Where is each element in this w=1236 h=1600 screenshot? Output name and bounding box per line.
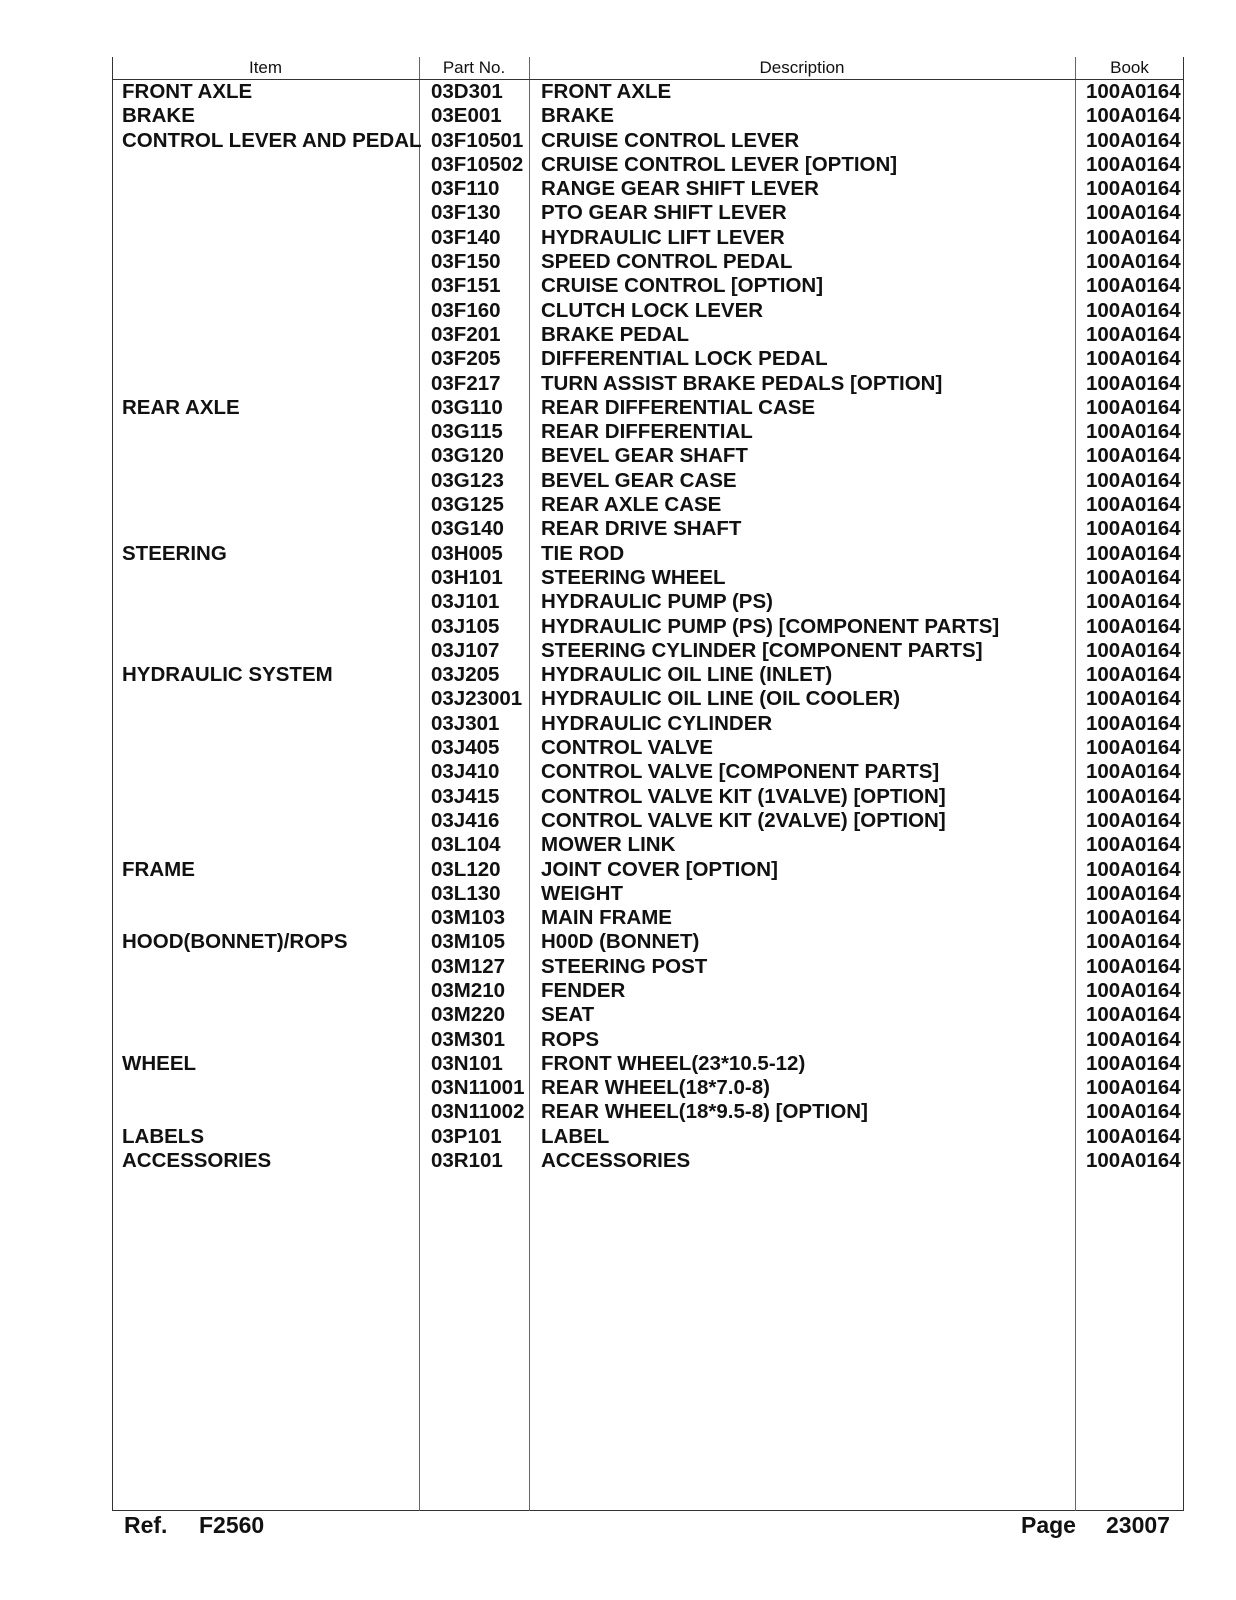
row-book: 100A0164	[1086, 954, 1181, 978]
row-item: FRONT AXLE	[122, 80, 253, 103]
table-row	[0, 1148, 1236, 1172]
table-row	[0, 176, 1236, 200]
row-book: 100A0164	[1086, 420, 1181, 444]
row-part-no: 03G140	[431, 517, 504, 541]
row-description: HYDRAULIC OIL LINE (INLET)	[541, 663, 833, 687]
row-book: 100A0164	[1086, 493, 1181, 517]
row-description: JOINT COVER [OPTION]	[541, 857, 778, 881]
table-row	[0, 79, 1236, 103]
row-part-no: 03L104	[431, 833, 501, 857]
row-description: REAR AXLE CASE	[541, 493, 722, 517]
table-row	[0, 200, 1236, 224]
row-part-no: 03P101	[431, 1124, 502, 1148]
row-book: 100A0164	[1086, 322, 1181, 346]
table-row	[0, 103, 1236, 127]
table-row	[0, 492, 1236, 516]
row-book: 100A0164	[1086, 541, 1181, 565]
row-book: 100A0164	[1086, 906, 1181, 930]
row-part-no: 03J416	[431, 808, 500, 832]
row-book: 100A0164	[1086, 808, 1181, 832]
row-part-no: 03G110	[431, 395, 503, 419]
row-book: 100A0164	[1086, 760, 1181, 784]
footer-page-label: Page	[1021, 1512, 1076, 1538]
row-part-no: 03G115	[431, 420, 503, 444]
row-item: STEERING	[122, 541, 227, 565]
table-row	[0, 662, 1236, 686]
row-part-no: 03N101	[431, 1051, 503, 1075]
row-description: REAR WHEEL(18*7.0-8)	[541, 1076, 770, 1100]
row-part-no: 03J410	[431, 760, 500, 784]
row-part-no: 03F110	[431, 177, 500, 201]
row-description: CONTROL VALVE KIT (2VALVE) [OPTION]	[541, 808, 946, 832]
row-book: 100A0164	[1086, 128, 1181, 152]
table-row	[0, 225, 1236, 249]
table-row	[0, 443, 1236, 467]
row-item: CONTROL LEVER AND PEDAL	[122, 128, 422, 152]
row-part-no: 03F217	[431, 371, 501, 395]
row-book: 100A0164	[1086, 274, 1181, 298]
row-book: 100A0164	[1086, 614, 1181, 638]
table-row	[0, 881, 1236, 905]
table-row	[0, 832, 1236, 856]
row-description: HYDRAULIC PUMP (PS) [COMPONENT PARTS]	[541, 614, 1000, 638]
header-description: Description	[759, 58, 845, 77]
table-row	[0, 152, 1236, 176]
row-description: H00D (BONNET)	[541, 930, 700, 954]
row-book: 100A0164	[1086, 347, 1181, 371]
row-book: 100A0164	[1086, 1076, 1181, 1100]
row-description: CLUTCH LOCK LEVER	[541, 298, 764, 322]
row-description: CRUISE CONTROL LEVER	[541, 128, 800, 152]
table-row	[0, 273, 1236, 297]
row-description: SEAT	[541, 1003, 595, 1027]
row-part-no: 03F130	[431, 201, 501, 225]
table-row	[0, 1099, 1236, 1123]
table-row	[0, 954, 1236, 978]
table-row	[0, 419, 1236, 443]
row-part-no: 03M301	[431, 1027, 506, 1051]
table-row	[0, 346, 1236, 370]
table-row	[0, 978, 1236, 1002]
row-part-no: 03J205	[431, 663, 500, 687]
row-part-no: 03F10502	[431, 152, 524, 176]
row-description: HYDRAULIC LIFT LEVER	[541, 225, 785, 249]
row-part-no: 03D301	[431, 80, 503, 103]
row-book: 100A0164	[1086, 225, 1181, 249]
row-description: ACCESSORIES	[541, 1149, 691, 1173]
row-description: MOWER LINK	[541, 833, 676, 857]
table-row	[0, 322, 1236, 346]
row-description: BRAKE	[541, 104, 614, 128]
row-part-no: 03F160	[431, 298, 501, 322]
row-part-no: 03R101	[431, 1149, 503, 1173]
row-book: 100A0164	[1086, 1051, 1181, 1075]
row-book: 100A0164	[1086, 1003, 1181, 1027]
row-book: 100A0164	[1086, 930, 1181, 954]
row-part-no: 03G123	[431, 468, 504, 492]
header-part-no: Part No.	[442, 58, 506, 77]
row-book: 100A0164	[1086, 80, 1181, 103]
row-description: TIE ROD	[541, 541, 625, 565]
table-row	[0, 468, 1236, 492]
parts-table-body	[0, 79, 1236, 1172]
table-row	[0, 516, 1236, 540]
row-book: 100A0164	[1086, 857, 1181, 881]
table-row	[0, 614, 1236, 638]
row-part-no: 03J101	[431, 590, 500, 614]
row-item: REAR AXLE	[122, 395, 240, 419]
row-description: SPEED CONTROL PEDAL	[541, 250, 793, 274]
table-row	[0, 808, 1236, 832]
row-part-no: 03M103	[431, 906, 506, 930]
row-book: 100A0164	[1086, 152, 1181, 176]
row-description: CRUISE CONTROL LEVER [OPTION]	[541, 152, 898, 176]
row-book: 100A0164	[1086, 687, 1181, 711]
row-part-no: 03F151	[431, 274, 501, 298]
row-part-no: 03N11002	[431, 1100, 525, 1124]
row-description: REAR DIFFERENTIAL	[541, 420, 753, 444]
row-item: ACCESSORIES	[122, 1149, 272, 1173]
row-description: BRAKE PEDAL	[541, 322, 690, 346]
row-part-no: 03J405	[431, 736, 500, 760]
header-item: Item	[248, 58, 283, 77]
row-description: BEVEL GEAR SHAFT	[541, 444, 748, 468]
row-item: LABELS	[122, 1124, 204, 1148]
row-book: 100A0164	[1086, 1124, 1181, 1148]
row-part-no: 03J415	[431, 784, 500, 808]
row-description: CONTROL VALVE [COMPONENT PARTS]	[541, 760, 940, 784]
table-row	[0, 638, 1236, 662]
footer-ref-label: Ref.	[124, 1512, 168, 1538]
row-description: CONTROL VALVE KIT (1VALVE) [OPTION]	[541, 784, 946, 808]
table-row	[0, 759, 1236, 783]
row-part-no: 03F150	[431, 250, 501, 274]
row-description: STEERING CYLINDER [COMPONENT PARTS]	[541, 638, 983, 662]
row-book: 100A0164	[1086, 565, 1181, 589]
table-row	[0, 565, 1236, 589]
row-part-no: 03M220	[431, 1003, 506, 1027]
row-description: HYDRAULIC CYLINDER	[541, 711, 773, 735]
row-book: 100A0164	[1086, 638, 1181, 662]
row-part-no: 03E001	[431, 104, 502, 128]
row-description: RANGE GEAR SHIFT LEVER	[541, 177, 819, 201]
row-part-no: 03J107	[431, 638, 500, 662]
row-part-no: 03H005	[431, 541, 503, 565]
row-description: REAR DIFFERENTIAL CASE	[541, 395, 816, 419]
row-book: 100A0164	[1086, 444, 1181, 468]
table-row	[0, 929, 1236, 953]
table-row	[0, 686, 1236, 710]
row-book: 100A0164	[1086, 663, 1181, 687]
row-book: 100A0164	[1086, 371, 1181, 395]
table-row	[0, 1124, 1236, 1148]
row-description: TURN ASSIST BRAKE PEDALS [OPTION]	[541, 371, 943, 395]
row-part-no: 03N11001	[431, 1076, 525, 1100]
row-book: 100A0164	[1086, 1100, 1181, 1124]
row-description: PTO GEAR SHIFT LEVER	[541, 201, 787, 225]
row-description: FENDER	[541, 978, 626, 1002]
row-part-no: 03F140	[431, 225, 501, 249]
row-description: REAR WHEEL(18*9.5-8) [OPTION]	[541, 1100, 868, 1124]
table-row	[0, 589, 1236, 613]
row-description: MAIN FRAME	[541, 906, 672, 930]
table-row	[0, 371, 1236, 395]
row-description: STEERING POST	[541, 954, 708, 978]
row-book: 100A0164	[1086, 978, 1181, 1002]
row-book: 100A0164	[1086, 711, 1181, 735]
row-part-no: 03L120	[431, 857, 501, 881]
row-book: 100A0164	[1086, 177, 1181, 201]
row-book: 100A0164	[1086, 517, 1181, 541]
row-book: 100A0164	[1086, 784, 1181, 808]
row-part-no: 03M127	[431, 954, 506, 978]
row-item: BRAKE	[122, 104, 195, 128]
row-description: CRUISE CONTROL [OPTION]	[541, 274, 824, 298]
row-book: 100A0164	[1086, 104, 1181, 128]
row-book: 100A0164	[1086, 250, 1181, 274]
row-description: FRONT AXLE	[541, 80, 672, 103]
table-row	[0, 735, 1236, 759]
row-item: HYDRAULIC SYSTEM	[122, 663, 333, 687]
table-row	[0, 1027, 1236, 1051]
row-description: DIFFERENTIAL LOCK PEDAL	[541, 347, 828, 371]
row-description: HYDRAULIC PUMP (PS)	[541, 590, 773, 614]
row-book: 100A0164	[1086, 201, 1181, 225]
row-part-no: 03J105	[431, 614, 500, 638]
row-book: 100A0164	[1086, 395, 1181, 419]
row-description: HYDRAULIC OIL LINE (OIL COOLER)	[541, 687, 901, 711]
row-book: 100A0164	[1086, 468, 1181, 492]
table-row	[0, 298, 1236, 322]
row-item: WHEEL	[122, 1051, 197, 1075]
row-part-no: 03F201	[431, 322, 501, 346]
table-row	[0, 128, 1236, 152]
footer-ref-value: F2560	[199, 1512, 265, 1538]
table-row	[0, 395, 1236, 419]
row-item: FRAME	[122, 857, 195, 881]
row-part-no: 03H101	[431, 565, 503, 589]
table-row	[0, 541, 1236, 565]
row-book: 100A0164	[1086, 298, 1181, 322]
row-part-no: 03J301	[431, 711, 500, 735]
table-row	[0, 711, 1236, 735]
table-row	[0, 905, 1236, 929]
table-row	[0, 249, 1236, 273]
row-description: LABEL	[541, 1124, 610, 1148]
row-part-no: 03G120	[431, 444, 504, 468]
row-description: WEIGHT	[541, 881, 623, 905]
row-description: STEERING WHEEL	[541, 565, 726, 589]
row-description: FRONT WHEEL(23*10.5-12)	[541, 1051, 806, 1075]
row-description: ROPS	[541, 1027, 600, 1051]
row-book: 100A0164	[1086, 833, 1181, 857]
table-row	[0, 857, 1236, 881]
table-row	[0, 784, 1236, 808]
row-part-no: 03M210	[431, 978, 506, 1002]
row-book: 100A0164	[1086, 1149, 1181, 1173]
row-book: 100A0164	[1086, 590, 1181, 614]
footer-page-value: 23007	[1106, 1512, 1170, 1538]
row-part-no: 03J23001	[431, 687, 523, 711]
row-part-no: 03M105	[431, 930, 506, 954]
row-item: HOOD(BONNET)/ROPS	[122, 930, 348, 954]
table-row	[0, 1002, 1236, 1026]
row-book: 100A0164	[1086, 881, 1181, 905]
row-description: BEVEL GEAR CASE	[541, 468, 737, 492]
table-row	[0, 1075, 1236, 1099]
row-part-no: 03F205	[431, 347, 501, 371]
row-description: CONTROL VALVE	[541, 736, 713, 760]
table-row	[0, 1051, 1236, 1075]
row-description: REAR DRIVE SHAFT	[541, 517, 742, 541]
row-book: 100A0164	[1086, 736, 1181, 760]
header-book: Book	[1110, 58, 1149, 77]
row-part-no: 03G125	[431, 493, 504, 517]
row-part-no: 03L130	[431, 881, 501, 905]
row-part-no: 03F10501	[431, 128, 524, 152]
row-book: 100A0164	[1086, 1027, 1181, 1051]
